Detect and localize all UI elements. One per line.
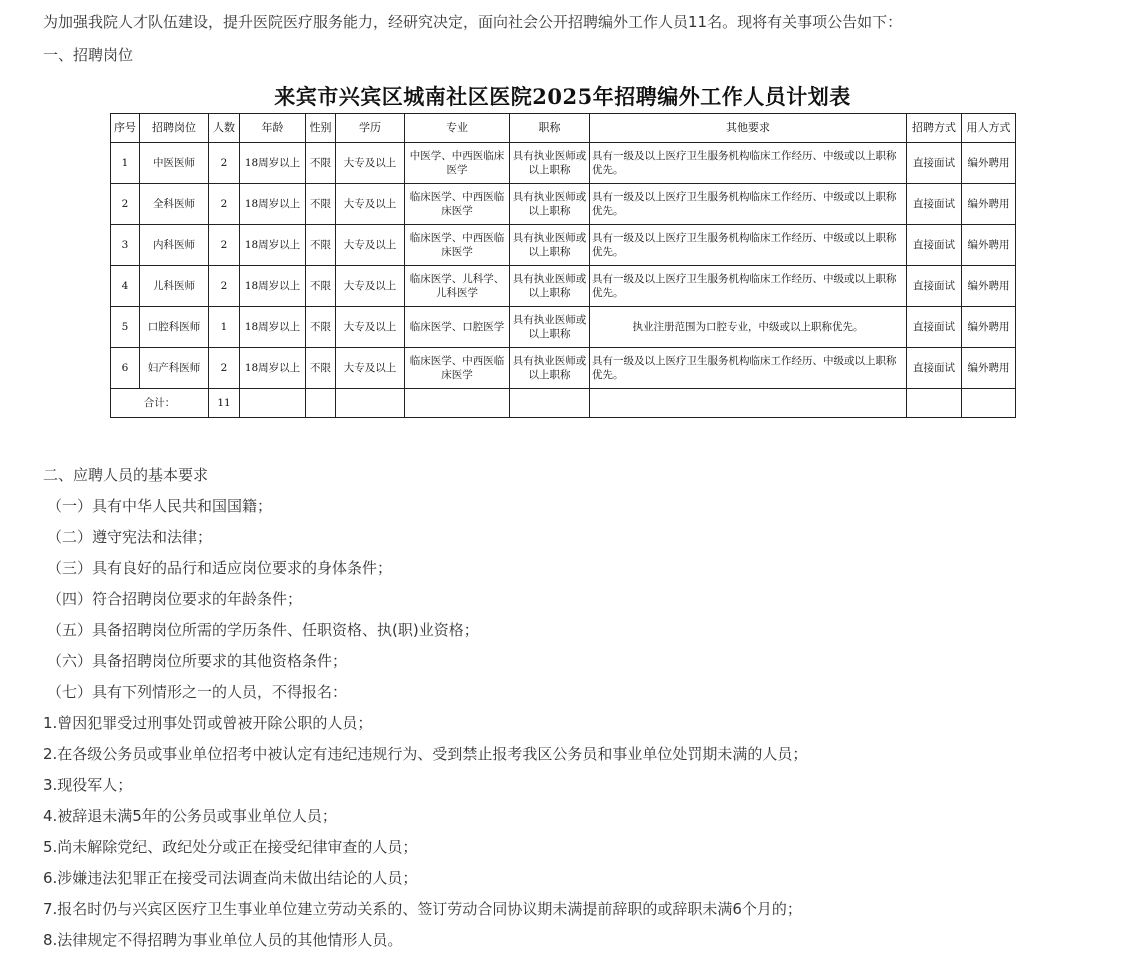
requirement-item: （二）遵守宪法和法律； bbox=[47, 528, 213, 546]
cell-index: 4 bbox=[111, 266, 140, 307]
cell-major: 临床医学、中西医临床医学 bbox=[405, 348, 510, 389]
cell-position: 妇产科医师 bbox=[140, 348, 209, 389]
cell-education: 大专及以上 bbox=[336, 307, 405, 348]
cell-count: 2 bbox=[209, 225, 240, 266]
requirement-item: （四）符合招聘岗位要求的年龄条件； bbox=[47, 590, 303, 608]
cell-count: 2 bbox=[209, 266, 240, 307]
total-count: 11 bbox=[209, 389, 240, 418]
section-heading-requirements: 二、应聘人员的基本要求 bbox=[43, 466, 209, 484]
cell-employment-method: 编外聘用 bbox=[962, 225, 1016, 266]
cell-title: 具有执业医师或以上职称 bbox=[510, 225, 590, 266]
exclusion-item: 5.尚未解除党纪、政纪处分或正在接受纪律审查的人员； bbox=[43, 838, 418, 856]
cell-major: 临床医学、口腔医学 bbox=[405, 307, 510, 348]
empty-cell bbox=[590, 389, 907, 418]
requirement-item: （五）具备招聘岗位所需的学历条件、任职资格、执(职)业资格； bbox=[47, 621, 479, 639]
exclusion-item: 2.在各级公务员或事业单位招考中被认定有违纪违规行为、受到禁止报考我区公务员和事业单位处罚期未满的人员； bbox=[43, 745, 808, 763]
section-heading-positions: 一、招聘岗位 bbox=[43, 46, 134, 64]
cell-position: 口腔科医师 bbox=[140, 307, 209, 348]
plan-table-title: 来宾市兴宾区城南社区医院2025年招聘编外工作人员计划表 bbox=[274, 84, 851, 109]
table-row bbox=[111, 143, 1016, 184]
empty-cell bbox=[336, 389, 405, 418]
cell-major: 临床医学、中西医临床医学 bbox=[405, 184, 510, 225]
cell-employment-method: 编外聘用 bbox=[962, 184, 1016, 225]
cell-education: 大专及以上 bbox=[336, 348, 405, 389]
table-row bbox=[111, 348, 1016, 389]
total-label: 合计： bbox=[111, 389, 209, 418]
header-education: 学历 bbox=[336, 114, 405, 143]
cell-title: 具有执业医师或以上职称 bbox=[510, 348, 590, 389]
cell-count: 1 bbox=[209, 307, 240, 348]
requirement-item: （七）具有下列情形之一的人员，不得报名： bbox=[47, 683, 348, 701]
cell-title: 具有执业医师或以上职称 bbox=[510, 266, 590, 307]
cell-age: 18周岁以上 bbox=[240, 225, 306, 266]
cell-age: 18周岁以上 bbox=[240, 143, 306, 184]
requirement-item: （一）具有中华人民共和国国籍； bbox=[47, 497, 273, 515]
cell-position: 儿科医师 bbox=[140, 266, 209, 307]
cell-gender: 不限 bbox=[306, 143, 336, 184]
cell-title: 具有执业医师或以上职称 bbox=[510, 307, 590, 348]
cell-count: 2 bbox=[209, 348, 240, 389]
cell-position: 内科医师 bbox=[140, 225, 209, 266]
cell-index: 2 bbox=[111, 184, 140, 225]
cell-employment-method: 编外聘用 bbox=[962, 307, 1016, 348]
cell-count: 2 bbox=[209, 184, 240, 225]
cell-index: 3 bbox=[111, 225, 140, 266]
intro-paragraph: 为加强我院人才队伍建设，提升医院医疗服务能力，经研究决定，面向社会公开招聘编外工作人员11名。现将有关事项公告如下： bbox=[43, 13, 903, 31]
cell-age: 18周岁以上 bbox=[240, 348, 306, 389]
header-index: 序号 bbox=[111, 114, 140, 143]
cell-other-requirements: 具有一级及以上医疗卫生服务机构临床工作经历、中级或以上职称优先。 bbox=[590, 225, 907, 266]
cell-other-requirements: 执业注册范围为口腔专业，中级或以上职称优先。 bbox=[590, 307, 907, 348]
header-employment-method: 用人方式 bbox=[962, 114, 1016, 143]
header-count: 人数 bbox=[209, 114, 240, 143]
cell-education: 大专及以上 bbox=[336, 266, 405, 307]
header-major: 专业 bbox=[405, 114, 510, 143]
cell-index: 1 bbox=[111, 143, 140, 184]
header-other-requirements: 其他要求 bbox=[590, 114, 907, 143]
table-total-row bbox=[111, 389, 1016, 418]
empty-cell bbox=[405, 389, 510, 418]
header-position: 招聘岗位 bbox=[140, 114, 209, 143]
cell-title: 具有执业医师或以上职称 bbox=[510, 184, 590, 225]
cell-major: 临床医学、中西医临床医学 bbox=[405, 225, 510, 266]
cell-other-requirements: 具有一级及以上医疗卫生服务机构临床工作经历、中级或以上职称优先。 bbox=[590, 143, 907, 184]
exclusion-item: 4.被辞退未满5年的公务员或事业单位人员； bbox=[43, 807, 337, 825]
header-title: 职称 bbox=[510, 114, 590, 143]
cell-recruit-method: 直接面试 bbox=[907, 184, 962, 225]
header-gender: 性别 bbox=[306, 114, 336, 143]
cell-title: 具有执业医师或以上职称 bbox=[510, 143, 590, 184]
cell-major: 中医学、中西医临床医学 bbox=[405, 143, 510, 184]
table-row bbox=[111, 184, 1016, 225]
header-recruit-method: 招聘方式 bbox=[907, 114, 962, 143]
cell-education: 大专及以上 bbox=[336, 184, 405, 225]
table-row bbox=[111, 307, 1016, 348]
cell-age: 18周岁以上 bbox=[240, 307, 306, 348]
cell-recruit-method: 直接面试 bbox=[907, 266, 962, 307]
cell-gender: 不限 bbox=[306, 225, 336, 266]
cell-age: 18周岁以上 bbox=[240, 266, 306, 307]
exclusion-item: 1.曾因犯罪受过刑事处罚或曾被开除公职的人员； bbox=[43, 714, 373, 732]
table-row bbox=[111, 266, 1016, 307]
cell-gender: 不限 bbox=[306, 266, 336, 307]
table-header-row bbox=[111, 114, 1016, 143]
table-row bbox=[111, 225, 1016, 266]
requirement-item: （三）具有良好的品行和适应岗位要求的身体条件； bbox=[47, 559, 393, 577]
recruitment-plan-table bbox=[110, 113, 1016, 418]
exclusion-item: 6.涉嫌违法犯罪正在接受司法调查尚未做出结论的人员； bbox=[43, 869, 418, 887]
empty-cell bbox=[306, 389, 336, 418]
cell-employment-method: 编外聘用 bbox=[962, 143, 1016, 184]
cell-recruit-method: 直接面试 bbox=[907, 307, 962, 348]
empty-cell bbox=[907, 389, 962, 418]
cell-employment-method: 编外聘用 bbox=[962, 266, 1016, 307]
cell-position: 全科医师 bbox=[140, 184, 209, 225]
cell-gender: 不限 bbox=[306, 184, 336, 225]
cell-employment-method: 编外聘用 bbox=[962, 348, 1016, 389]
exclusion-item: 8.法律规定不得招聘为事业单位人员的其他情形人员。 bbox=[43, 931, 403, 949]
empty-cell bbox=[510, 389, 590, 418]
cell-gender: 不限 bbox=[306, 307, 336, 348]
cell-position: 中医医师 bbox=[140, 143, 209, 184]
requirement-item: （六）具备招聘岗位所要求的其他资格条件； bbox=[47, 652, 348, 670]
header-age: 年龄 bbox=[240, 114, 306, 143]
cell-recruit-method: 直接面试 bbox=[907, 225, 962, 266]
cell-other-requirements: 具有一级及以上医疗卫生服务机构临床工作经历、中级或以上职称优先。 bbox=[590, 266, 907, 307]
empty-cell bbox=[240, 389, 306, 418]
cell-recruit-method: 直接面试 bbox=[907, 143, 962, 184]
cell-age: 18周岁以上 bbox=[240, 184, 306, 225]
empty-cell bbox=[962, 389, 1016, 418]
cell-gender: 不限 bbox=[306, 348, 336, 389]
cell-education: 大专及以上 bbox=[336, 143, 405, 184]
exclusion-item: 7.报名时仍与兴宾区医疗卫生事业单位建立劳动关系的、签订劳动合同协议期未满提前辞职的或辞职未满6个月的； bbox=[43, 900, 802, 918]
cell-index: 5 bbox=[111, 307, 140, 348]
cell-index: 6 bbox=[111, 348, 140, 389]
cell-other-requirements: 具有一级及以上医疗卫生服务机构临床工作经历、中级或以上职称优先。 bbox=[590, 184, 907, 225]
cell-recruit-method: 直接面试 bbox=[907, 348, 962, 389]
exclusion-item: 3.现役军人； bbox=[43, 776, 133, 794]
cell-other-requirements: 具有一级及以上医疗卫生服务机构临床工作经历、中级或以上职称优先。 bbox=[590, 348, 907, 389]
cell-count: 2 bbox=[209, 143, 240, 184]
cell-major: 临床医学、儿科学、儿科医学 bbox=[405, 266, 510, 307]
cell-education: 大专及以上 bbox=[336, 225, 405, 266]
